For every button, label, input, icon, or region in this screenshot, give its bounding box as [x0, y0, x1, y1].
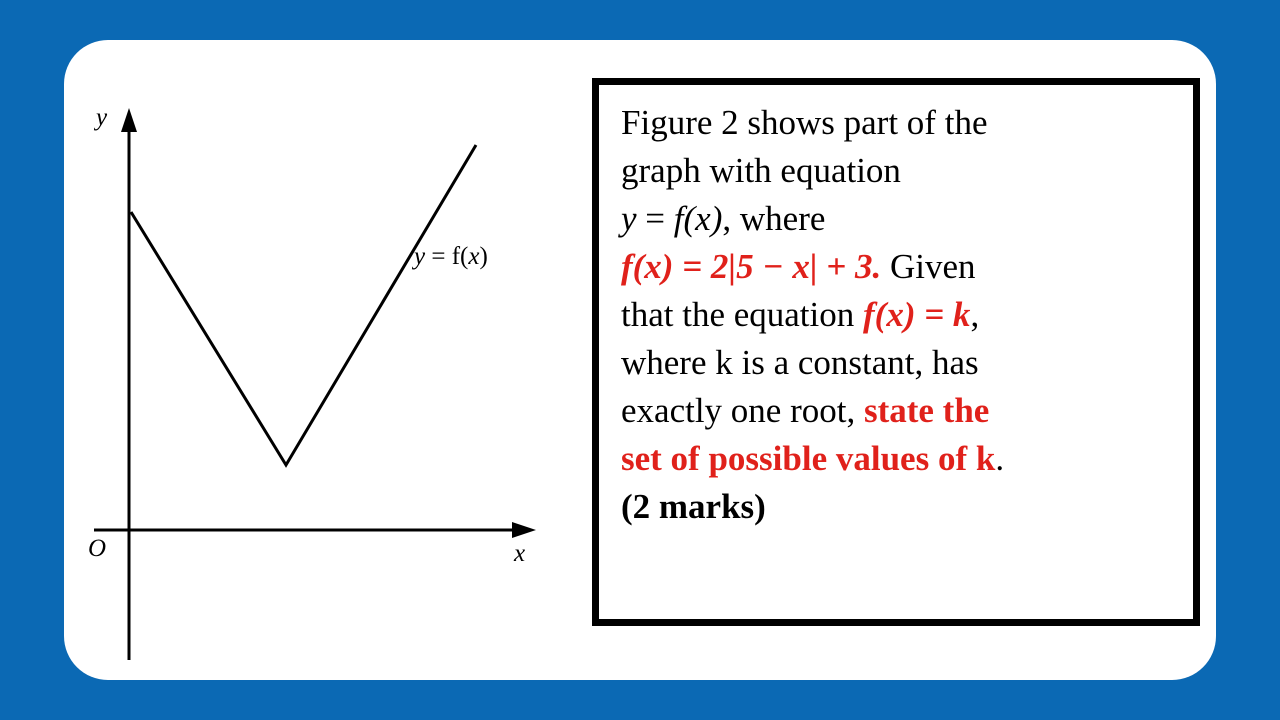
after-formula: Given	[881, 246, 976, 286]
slide-card	[64, 40, 1216, 680]
question-equation-f: f	[673, 198, 684, 238]
graph-svg	[74, 60, 594, 660]
curve-label	[414, 243, 488, 271]
question-line-7-prefix: exactly one root,	[621, 390, 864, 430]
question-text	[621, 99, 1177, 530]
question-equation-arg: (x)	[683, 198, 723, 238]
question-box	[592, 78, 1200, 626]
curve-label-var: x	[468, 243, 480, 270]
question-line-8-suffix: .	[995, 438, 1005, 478]
y-axis-arrow-icon	[121, 108, 137, 132]
question-line-2: graph with equation	[621, 150, 901, 190]
question-line-5-red: f(x) = k	[863, 294, 971, 334]
slide-content	[64, 40, 1216, 680]
question-equation-y: y	[621, 198, 637, 238]
curve-label-close: )	[479, 243, 488, 270]
question-line-6: where k is a constant, has	[621, 342, 979, 382]
question-equation-eq: =	[636, 198, 674, 238]
x-axis-label: x	[514, 540, 526, 567]
formula-red: f(x) = 2|5 − x| + 3.	[621, 246, 882, 286]
question-line-8-red: set of possible values of k	[621, 438, 996, 478]
marks-label: (2 marks)	[621, 486, 766, 526]
x-axis-arrow-icon	[512, 522, 536, 538]
curve-label-equals: = f(	[431, 243, 469, 270]
question-line-1: Figure 2 shows part of the	[621, 103, 988, 142]
figure-graph	[74, 60, 594, 660]
curve-label-y: y	[414, 243, 426, 270]
question-equation-suffix: , where	[722, 198, 826, 238]
y-axis-label: y	[96, 104, 108, 131]
question-line-5-suffix: ,	[970, 294, 980, 334]
question-line-7-red: state the	[863, 390, 990, 430]
function-curve	[131, 145, 476, 465]
question-line-5-prefix: that the equation	[621, 294, 864, 334]
origin-label: O	[88, 535, 107, 562]
